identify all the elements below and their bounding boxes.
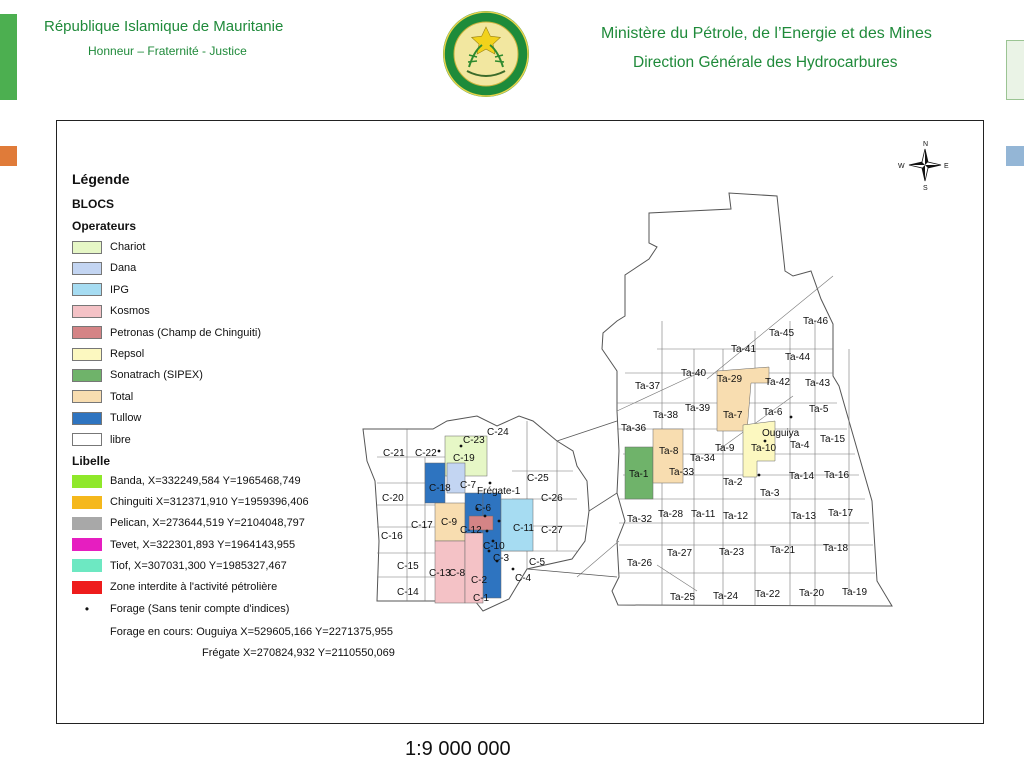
block-label: Ta-8 (659, 446, 679, 457)
header-ministry: Ministère du Pétrole, de l’Energie et des Mines (601, 25, 932, 42)
block-label: Ta-24 (713, 591, 739, 602)
header-direction: Direction Générale des Hydrocarbures (633, 54, 898, 71)
block-label: Ta-12 (723, 511, 749, 522)
block-label: C-13 (429, 568, 451, 579)
legend-operator-row (72, 303, 150, 319)
legend-forage-label: Forage (Sans tenir compte d'indices) (110, 603, 290, 615)
block-label: C-8 (449, 568, 466, 579)
legend-operator-row (72, 410, 141, 426)
legend-swatch (72, 475, 102, 488)
block-label: Ta-42 (765, 377, 791, 388)
map-panel (56, 120, 984, 724)
block-label: Ta-27 (667, 548, 693, 559)
legend-field-label: Pelican, X=273644,519 Y=2104048,797 (110, 517, 305, 530)
block-label: Ta-13 (791, 511, 817, 522)
legend-blocs-heading: BLOCS (72, 197, 114, 211)
compass-rose-icon (898, 141, 949, 192)
legend-operator-row (72, 260, 136, 276)
compass-s: S (923, 185, 928, 192)
header-motto: Honneur – Fraternité - Justice (88, 44, 247, 58)
block-label: C-15 (397, 561, 419, 572)
block-label: C-19 (453, 453, 475, 464)
legend-field-label: Zone interdite à l'activité pétrolière (110, 581, 278, 593)
block-label: Ta-7 (723, 410, 743, 421)
legend-field-row (72, 579, 277, 595)
block-label: Ta-6 (763, 407, 783, 418)
block-label: Ta-29 (717, 374, 743, 385)
block-label: C-23 (463, 435, 485, 446)
legend-operator-row (72, 282, 129, 298)
block-label: Ta-1 (629, 469, 649, 480)
legend-field-row (72, 515, 305, 531)
compass-n: N (923, 141, 929, 148)
legend-swatch (72, 326, 102, 339)
block-label: Ta-38 (653, 410, 679, 421)
block-label: C-5 (529, 557, 546, 568)
block-label: C-12 (460, 525, 482, 536)
block-label: Ta-25 (670, 592, 696, 603)
map-scale: 1:9 000 000 (405, 738, 511, 760)
legend-libelle-heading: Libelle (72, 454, 111, 468)
block-label: Ta-41 (731, 344, 757, 355)
legend-swatch (72, 433, 102, 446)
block-label: Ta-5 (809, 404, 829, 415)
legend-swatch (72, 369, 102, 382)
legend-swatch (72, 262, 102, 275)
legend-operator-label: Dana (110, 262, 137, 275)
block-label: Ta-39 (685, 403, 711, 414)
block-label: Ta-19 (842, 587, 868, 598)
block-label: Ta-21 (770, 545, 796, 556)
block-label: C-16 (381, 531, 403, 542)
legend-operator-label: Sonatrach (SIPEX) (110, 369, 203, 382)
block-label: C-10 (483, 541, 505, 552)
block-label: Ta-16 (824, 470, 850, 481)
legend-operator-label: Repsol (110, 348, 145, 360)
legend-swatch (72, 412, 102, 425)
block-label: C-6 (475, 503, 492, 514)
block-label: C-26 (541, 493, 563, 504)
block-label: Ta-34 (690, 453, 716, 464)
block-label: Ta-2 (723, 477, 743, 488)
block-label: Ta-9 (715, 443, 735, 454)
legend-field-label: Tevet, X=322301,893 Y=1964143,955 (110, 538, 296, 551)
block-label: C-9 (441, 517, 458, 528)
legend-operator-row (72, 367, 203, 383)
legend-forage-en-cours: Forage en cours: Ouguiya X=529605,166 Y=2271375,955 (110, 626, 393, 638)
block-label: Ta-45 (769, 328, 795, 339)
legend-field-row (72, 537, 295, 553)
block-label: C-27 (541, 525, 563, 536)
block-label: C-11 (513, 523, 534, 534)
block-label: Ta-17 (828, 508, 854, 519)
right-accent-square (1006, 146, 1024, 166)
legend-field-row (72, 473, 301, 489)
block-label: Ta-20 (799, 588, 825, 599)
header-country-title: République Islamique de Mauritanie (44, 18, 284, 35)
legend-swatch (72, 517, 102, 530)
forage-dot-icon: • (84, 602, 90, 616)
block-label: C-22 (415, 448, 437, 459)
block-label: Ta-40 (681, 368, 707, 379)
block-label: Ta-32 (627, 514, 653, 525)
legend-swatch (72, 348, 102, 361)
legend-swatch (72, 581, 102, 594)
block-label: C-2 (471, 575, 488, 586)
legend-swatch (72, 390, 102, 403)
legend-swatch (72, 241, 102, 254)
block-label: C-25 (527, 473, 549, 484)
block-label: Ta-3 (760, 488, 780, 499)
compass-w: W (898, 163, 905, 170)
ouguiya-label: Ouguiya (762, 428, 800, 439)
legend-field-row (72, 494, 309, 510)
block-label: C-1 (473, 593, 490, 604)
legend-field-label: Banda, X=332249,584 Y=1965468,749 (110, 475, 301, 487)
legend-operator-label: Kosmos (110, 305, 150, 318)
block-label: Ta-4 (790, 440, 810, 451)
legend-field-label: Tiof, X=307031,300 Y=1985327,467 (110, 559, 287, 572)
block-label: C-18 (429, 483, 451, 494)
block-label: Ta-10 (751, 443, 777, 454)
legend-operator-label: Tullow (110, 412, 142, 425)
block-label: Ta-36 (621, 423, 647, 434)
legend-operator-label: Chariot (110, 241, 146, 253)
legend-operator-label: libre (110, 433, 131, 446)
legend-operator-label: IPG (110, 283, 129, 296)
block-label: Ta-26 (627, 558, 653, 569)
legend-operator-row (72, 346, 144, 362)
block-label: Ta-33 (669, 467, 695, 478)
legend-swatch (72, 538, 102, 551)
block-label: Ta-23 (719, 547, 745, 558)
block-label: Ta-37 (635, 381, 661, 392)
block-label: C-14 (397, 587, 419, 598)
block-label: C-21 (383, 448, 405, 459)
block-label: Ta-14 (789, 471, 815, 482)
block-label: C-3 (493, 553, 510, 564)
block-label: C-7 (460, 480, 477, 491)
legend-operator-row (72, 239, 145, 255)
legend-operator-label: Petronas (Champ de Chinguiti) (110, 326, 262, 339)
right-accent-box (1006, 40, 1024, 100)
block-label: Ta-46 (803, 316, 829, 327)
block-label: C-4 (515, 573, 532, 584)
left-accent-bar (0, 14, 17, 100)
national-emblem-icon (441, 9, 531, 99)
legend-operator-row (72, 389, 133, 405)
legend-forage-row (72, 601, 289, 617)
legend-swatch (72, 559, 102, 572)
block-label: Ta-43 (805, 378, 831, 389)
block-label: Ta-22 (755, 589, 781, 600)
legend-operateurs-heading: Operateurs (72, 219, 137, 233)
block-label: Ta-44 (785, 352, 811, 363)
legend-fregate: Frégate X=270824,932 Y=2110550,069 (202, 647, 395, 659)
compass-e: E (944, 163, 949, 170)
legend-operator-row (72, 432, 131, 448)
block-label: Ta-15 (820, 434, 846, 445)
block-label: Ta-28 (658, 509, 684, 520)
block-label: C-20 (382, 493, 404, 504)
legend-title: Légende (72, 171, 130, 187)
legend-field-label: Chinguiti X=312371,910 Y=1959396,406 (110, 496, 309, 509)
legend-swatch (72, 496, 102, 509)
legend-swatch (72, 283, 102, 296)
legend-swatch (72, 305, 102, 318)
legend-operator-row (72, 325, 261, 341)
left-accent-square (0, 146, 17, 166)
legend-field-row (72, 558, 287, 574)
block-label: Ta-11 (691, 509, 716, 520)
fregate-label: Frégate-1 (477, 486, 521, 497)
block-label: Ta-18 (823, 543, 849, 554)
block-label: C-17 (411, 520, 433, 531)
legend-operator-label: Total (110, 390, 134, 403)
block-label: C-24 (487, 427, 509, 438)
